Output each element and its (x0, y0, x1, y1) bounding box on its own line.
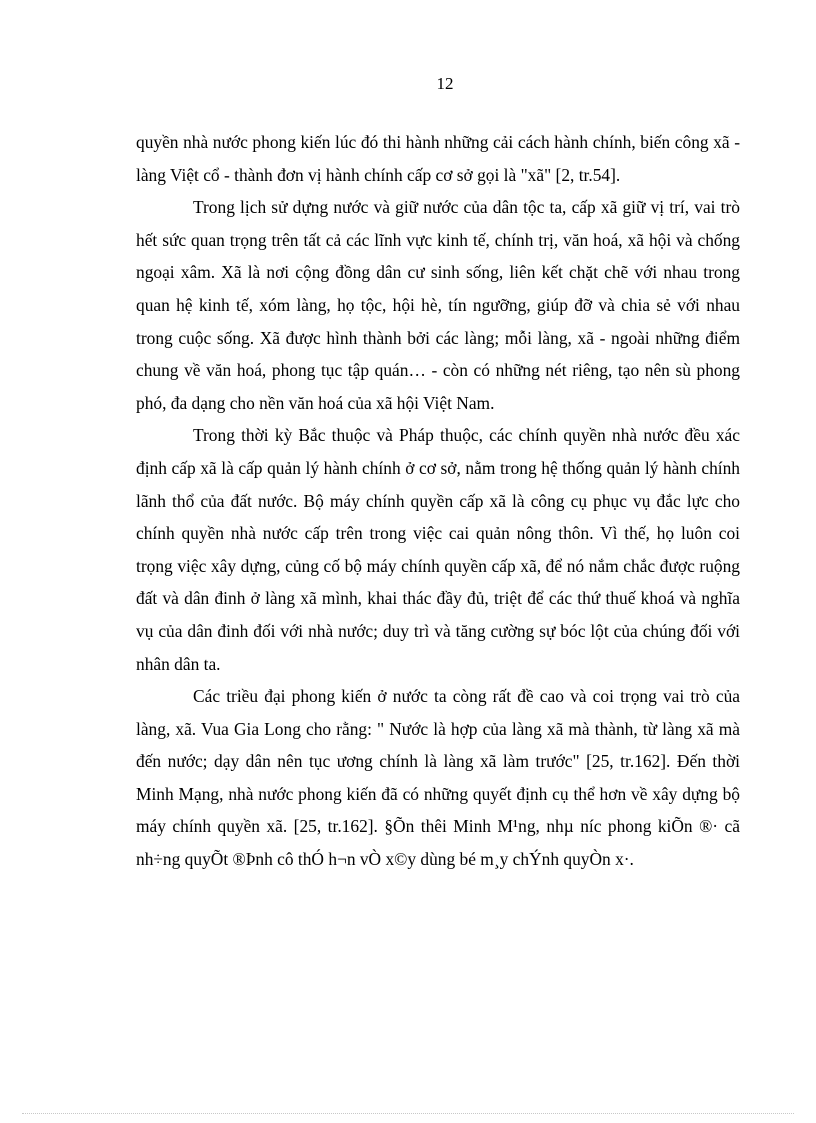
paragraph: Các triều đại phong kiến ở nước ta còng rất đề cao và coi trọng vai trò của làng, xã. Vua Gia Long cho rằng: " Nước là hợp của làng xã mà thành, từ làng xã mà đến nước; dạy dân nên tục ương chính là làng xã làm trước" [25, tr.162]. Đến thời Minh Mạng, nhà nước phong kiến đã có những quyết định cụ thể hơn về xây dựng bộ máy chính quyền xã. [25, tr.162]. §Õn thêi Minh M¹ng, nhµ níc phong kiÕn ®· cã nh÷ng quyÕt ®Þnh cô thÓ h¬n vÒ x©y dùng bé m¸y chÝnh quyÒn x·. (136, 686, 740, 870)
paragraph-continuation: quyền nhà nước phong kiến lúc đó thi hành những cải cách hành chính, biến công xã - làng Việt cổ - thành đơn vị hành chính cấp cơ sở gọi là "xã" [2, tr.54]. (136, 132, 740, 185)
body-text (136, 126, 740, 876)
paragraph: Trong thời kỳ Bắc thuộc và Pháp thuộc, các chính quyền nhà nước đều xác định cấp xã là cấp quản lý hành chính ở cơ sở, nằm trong hệ thống quản lý hành chính lãnh thổ của đất nước. Bộ máy chính quyền cấp xã là công cụ phục vụ đắc lực cho chính quyền nhà nước cấp trên trong việc cai quản nông thôn. Vì thế, họ luôn coi trọng việc xây dựng, củng cố bộ máy chính quyền cấp xã, để nó nắm chắc được ruộng đất và dân đinh ở làng xã mình, khai thác đầy đủ, triệt để các thứ thuế khoá và nghĩa vụ của dân đinh đối với nhà nước; duy trì và tăng cường sự bóc lột của chúng đối với nhân dân ta. (136, 425, 740, 674)
footer-divider (22, 1113, 794, 1114)
paragraph: Trong lịch sử dựng nước và giữ nước của dân tộc ta, cấp xã giữ vị trí, vai trò hết sức quan trọng trên tất cả các lĩnh vực kinh tế, chính trị, văn hoá, xã hội và chống ngoại xâm. Xã là nơi cộng đồng dân cư sinh sống, liên kết chặt chẽ với nhau trong quan hệ kinh tế, xóm làng, họ tộc, hội hè, tín ngưỡng, giúp đỡ và chia sẻ với nhau trong cuộc sống. Xã được hình thành bởi các làng; mỗi làng, xã - ngoài những điểm chung về văn hoá, phong tục tập quán… - còn có những nét riêng, tạo nên sù phong phó, đa dạng cho nền văn hoá của xã hội Việt Nam. (136, 197, 740, 413)
page-number: 12 (436, 74, 454, 93)
